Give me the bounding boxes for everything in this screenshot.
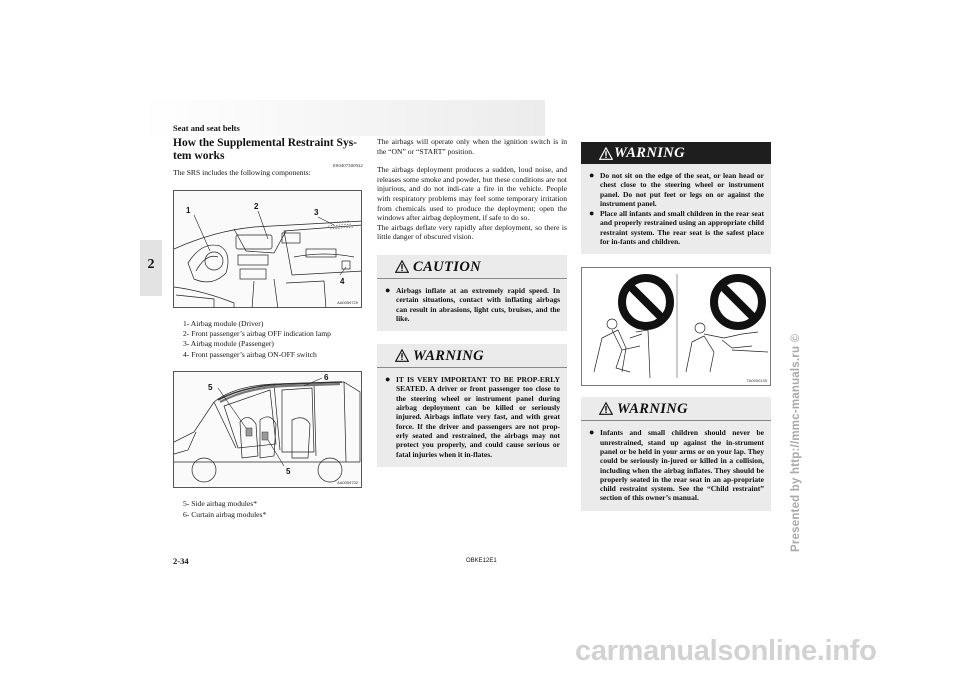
seating-position-figure <box>581 267 771 386</box>
bullet-icon: ● <box>589 170 595 180</box>
list-item: 3- Airbag module (Passenger) <box>183 339 274 349</box>
intro-text: The SRS includes the following components: <box>173 168 311 177</box>
component-list-2 <box>173 499 363 520</box>
section-title: Seat and seat belts <box>173 123 240 133</box>
prohibited-sign-icon <box>714 278 762 326</box>
caution-item: ● Airbags inflate at an extremely rapid speed. In certain situations, contact with inflating airbags can result in abrasions, light cuts, bruises, and the like. <box>385 284 560 323</box>
warning-triangle-icon <box>395 260 409 273</box>
margin-credit: Presented by http://mmc-manuals.ru © <box>790 333 802 552</box>
paragraph: The airbags will operate only when the ignition switch is in the “ON” or “START” position. <box>377 137 567 156</box>
page-number: 2-34 <box>173 556 189 566</box>
prohibited-seating-illustration <box>582 268 771 386</box>
paragraph: The airbags deflate very rapidly after deployment, so there is little danger of obscured vision. <box>377 222 567 242</box>
bullet-icon: ● <box>385 374 391 385</box>
warning-triangle-icon <box>395 349 409 362</box>
chapter-tab <box>140 240 162 296</box>
cabin-illustration <box>174 372 362 488</box>
middle-column <box>377 137 567 467</box>
callout-4: 4 <box>340 276 345 286</box>
warning-item: ● Do not sit on the edge of the seat, or lean head or chest close to the steering wheel or instrument panel. Do not put feet or legs on or against the instrument panel. <box>589 170 764 208</box>
callout-3: 3 <box>314 207 319 217</box>
caution-header <box>377 255 567 279</box>
warning-triangle-icon <box>599 147 613 160</box>
right-column <box>581 142 771 511</box>
warning-header <box>377 344 567 368</box>
warning-box <box>581 397 771 510</box>
list-item: 2- Front passenger’s airbag OFF indication lamp <box>183 329 331 338</box>
bullet-icon: ● <box>589 427 595 438</box>
figure-code: AA0059729 <box>337 299 358 305</box>
side-airbag-figure <box>173 371 362 488</box>
warning-triangle-icon <box>599 402 613 415</box>
prohibited-sign-icon <box>622 278 670 326</box>
section-code: E00407300922 <box>333 163 363 168</box>
list-item: 4- Front passenger’s airbag ON-OFF switch <box>183 349 317 359</box>
site-watermark: carmanualsonline.info <box>575 635 877 667</box>
dashboard-illustration <box>174 191 362 308</box>
figure-code: TA0000139 <box>746 378 767 384</box>
warning-header <box>581 397 771 421</box>
callout-5b: 5 <box>286 467 291 477</box>
warning-box <box>377 344 567 467</box>
warning-item: ● IT IS VERY IMPORTANT TO BE PROP-ERLY SEATED. A driver or front passenger too close to the steering wheel or instrument panel during airbag deployment can be killed or seriously injured. Airbags inflate very fast, and with great force. If the driver and passengers are not prop-erly seated and restrained, the airbags may not protect you properly, and could cause serious or fatal injuries when it in-flates. <box>385 374 560 459</box>
chapter-number: 2 <box>147 257 155 272</box>
document-code: OBKE12E1 <box>466 558 497 564</box>
list-item: 1- Airbag module (Driver) <box>183 318 264 328</box>
callout-6: 6 <box>324 373 329 383</box>
warning-item: ● Place all infants and small children in the rear seat and properly restrained using an appropriate child restraint system. The rear seat is the safest place for in-fants and children. <box>589 208 764 247</box>
component-list-1 <box>173 319 363 361</box>
list-item: 6- Curtain airbag modules* <box>183 509 267 519</box>
callout-2: 2 <box>254 201 259 211</box>
warning-box <box>581 142 771 254</box>
warning-header <box>581 142 771 164</box>
bullet-icon: ● <box>589 208 595 219</box>
paragraph: The airbags deployment produces a sudden, loud noise, and releases some smoke and powder, but these conditions are not injurious, and do not indi-cate a fire in the vehicle. People with respiratory problems may feel some temporary irritation from chemicals used to produce the deployment; open the windows after airbag deployment, if safe to do so. <box>377 165 567 223</box>
warning-label: WARNING <box>617 401 689 418</box>
section-heading: How the Supplemental Restraint Sys-tem works <box>173 137 358 162</box>
callout-5a: 5 <box>208 383 213 393</box>
callout-1: 1 <box>186 205 191 215</box>
dashboard-figure <box>173 190 362 308</box>
warning-label: WARNING <box>413 348 485 365</box>
warning-item: ● Infants and small children should never be unrestrained, stand up against the in-strument panel or be held in your arms or on your lap. They could be seriously in-jured or killed in a collision, including when the airbag inflates. They should be properly seated in the rear seat in an ap-propriate child restraint system. See the “Child restraint” section of this owner’s manual. <box>589 427 764 503</box>
figure-code: AA0059732 <box>337 480 358 486</box>
caution-label: CAUTION <box>413 258 482 275</box>
list-item: 5- Side airbag modules* <box>183 499 258 509</box>
left-column <box>173 137 363 520</box>
caution-box <box>377 255 567 331</box>
warning-label: WARNING <box>614 145 686 161</box>
bullet-icon: ● <box>385 284 391 295</box>
